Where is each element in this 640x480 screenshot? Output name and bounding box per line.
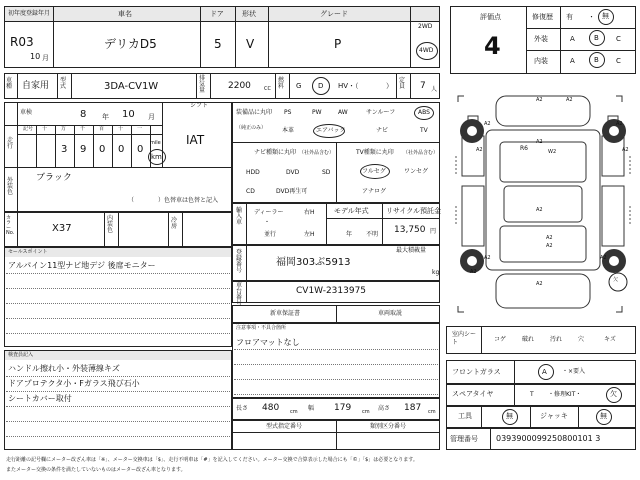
length-value: 480 xyxy=(262,403,280,413)
exterior-c: C xyxy=(616,35,621,43)
tv-type-label: TV種類に丸印 xyxy=(356,149,394,156)
navi-sd: SD xyxy=(322,169,331,176)
damage-mark: A2 xyxy=(470,269,477,275)
inspection-month: 10 xyxy=(122,109,135,120)
interior-b: B xyxy=(594,56,599,64)
footer-line-2: またメーター交換の条件を満たしていないものはメーター改ざん車となります。 xyxy=(6,467,186,473)
model-label: 型式 xyxy=(60,77,67,90)
import-label: 輸入車 xyxy=(236,207,243,226)
damage-mark: A2 xyxy=(484,121,491,127)
repair-no: 無 xyxy=(602,12,609,20)
damage-mark: A2 xyxy=(536,207,543,213)
repair-sep: ・ xyxy=(588,13,595,21)
tv-oneseg: ワンセグ xyxy=(404,168,429,175)
interior-a: A xyxy=(570,57,575,65)
drive-2wd: 2WD xyxy=(418,23,433,30)
grade-value: P xyxy=(334,37,342,51)
inspector-label: 検査員記入 xyxy=(8,352,34,358)
mileage-digit-header: 一 xyxy=(137,126,143,132)
sales-point-text: アルパイン11型ナビ地デジ 後席モニター xyxy=(8,261,156,270)
equipment-sub: （純正のみ） xyxy=(236,125,267,131)
reg-year: R03 xyxy=(10,35,34,49)
mileage-col-divider xyxy=(131,125,132,168)
tv-analog: アナログ xyxy=(362,188,387,195)
footer-line-1: 走行距離の記号欄にメーター改ざん車は「※」、メーター交換車は「$」、走行不明車は「#」を記入してください。メーター交換で合算表示した場合にも「©」「$」は必要となります。 xyxy=(6,457,418,463)
mileage-digit: 9 xyxy=(80,144,87,155)
damage-mark: A2 xyxy=(536,139,543,145)
seat-scorch: コゲ xyxy=(494,336,507,343)
recycle-label: リサイクル預託金 xyxy=(386,207,442,215)
jack-label: ジャッキ xyxy=(540,412,568,420)
reg-month: 10 xyxy=(30,52,41,61)
color-note-open: （ xyxy=(128,197,135,204)
exterior-b: B xyxy=(594,34,599,42)
class-number-label: 類別区分番号 xyxy=(370,423,407,430)
model-year-label: モデル年式 xyxy=(334,207,369,215)
score-value: 4 xyxy=(484,32,501,60)
import-dealer: ディーラー xyxy=(254,209,284,216)
equip-navi: ナビ xyxy=(376,127,389,134)
length-label: 長さ xyxy=(236,405,249,412)
mileage-digit: 0 xyxy=(99,144,106,155)
fuel-hv: HV・（ xyxy=(338,82,359,90)
management-label: 管理番号 xyxy=(450,435,478,443)
equip-pw: PW xyxy=(312,109,322,116)
model-year-unit: 年 xyxy=(346,231,353,238)
damage-mark: W2 xyxy=(548,149,557,155)
max-load-label: 最大積載量 xyxy=(396,247,427,254)
door-label: ドア xyxy=(210,10,224,18)
grade-label: グレード xyxy=(320,10,348,18)
mileage-col-divider xyxy=(74,125,75,168)
car-name-label: 車名 xyxy=(118,10,132,18)
inspector-line-1: ハンドル擦れ小・外装薄線キズ xyxy=(8,364,120,373)
navi-dvd-play: DVD再生可 xyxy=(276,188,308,195)
import-left-h: 左H xyxy=(304,231,315,238)
equip-sunroof: サンルーフ xyxy=(366,109,396,116)
equip-leather: 本革 xyxy=(282,127,295,134)
sales-point-label: セールスポイント xyxy=(8,249,48,255)
mileage-col-divider xyxy=(93,125,94,168)
reg-month-unit: 月 xyxy=(42,54,49,62)
damage-mark: A2 xyxy=(536,97,543,103)
inspection-year-unit: 年 xyxy=(102,113,109,121)
width-unit: cm xyxy=(362,409,370,415)
fuel-close: ） xyxy=(386,82,393,90)
seat-hole: 穴 xyxy=(578,336,585,343)
color-value: ブラック xyxy=(36,173,72,183)
caution-text: フロアマットなし xyxy=(236,338,300,347)
equip-abs: ABS xyxy=(418,109,430,116)
model-year-unknown: 不明 xyxy=(366,231,379,238)
inspection-year: 8 xyxy=(80,109,87,120)
caution-label: 注意事項・不具合箇所 xyxy=(236,325,287,331)
jack-value: 無 xyxy=(600,412,607,420)
inspector-line-2: ドアプロテクタ小・Fガラス飛び石小 xyxy=(8,379,140,388)
mileage-col-divider xyxy=(112,125,113,168)
inspector-line-3: シートカバー取付 xyxy=(8,394,72,403)
displacement-unit: CC xyxy=(264,86,271,92)
registration-label: 登録番号 xyxy=(236,249,243,274)
seat-dirt: 汚れ xyxy=(550,336,563,343)
capacity-value: 7 xyxy=(420,81,426,91)
use-value: 自家用 xyxy=(22,81,50,91)
equip-airbag: エアバック xyxy=(316,127,346,134)
equip-ps: PS xyxy=(284,109,292,116)
mileage-digit-header: 万 xyxy=(61,126,67,132)
chassis-label: 車台番号 xyxy=(236,282,243,307)
navi-type-label: ナビ種類に丸印 xyxy=(254,149,297,156)
damage-mark: A2 xyxy=(600,255,607,261)
length-unit: cm xyxy=(290,409,298,415)
mileage-digit-header: 記号 xyxy=(23,126,34,132)
spare-label: スペアタイヤ xyxy=(452,390,494,398)
max-load-unit: kg xyxy=(432,269,440,276)
tv-type-sub: （社外品含む） xyxy=(403,150,439,156)
damage-mark: A2 xyxy=(484,255,491,261)
score-label: 評価点 xyxy=(480,13,501,21)
exterior-a: A xyxy=(570,35,575,43)
mileage-digit-header: 十 xyxy=(118,126,124,132)
damage-mark: A2 xyxy=(536,281,543,287)
mileage-label: 走行 xyxy=(7,137,14,150)
vehicle-manual: 車両取説 xyxy=(378,310,403,317)
inspection-label: 車検 xyxy=(20,109,33,116)
registration-value: 福岡303ぶ5913 xyxy=(276,257,351,268)
navi-hdd: HDD xyxy=(246,169,260,176)
mileage-digit: 0 xyxy=(118,144,125,155)
management-value: 0393900099250800101 3 xyxy=(496,434,601,443)
spare-t: T xyxy=(530,391,534,398)
capacity-label: 定員 xyxy=(399,77,406,90)
damage-mark: A2 xyxy=(622,147,629,153)
seat-label: 室内シート xyxy=(452,331,477,346)
caution-block xyxy=(232,323,440,398)
capacity-unit: 人 xyxy=(431,86,438,93)
use-label: 車種 xyxy=(6,77,13,90)
cold-label: 冷房 xyxy=(171,217,178,230)
drive-4wd: 4WD xyxy=(419,47,434,54)
interior-label: 内装 xyxy=(534,57,548,65)
height-value: 187 xyxy=(404,403,422,413)
recycle-unit: 円 xyxy=(430,228,437,235)
color-label: 外装色 xyxy=(7,177,14,196)
door-count: 5 xyxy=(214,37,222,51)
repair-yes: 有 xyxy=(566,13,573,21)
mileage-km-circle xyxy=(148,149,166,165)
spare-missing: 欠 xyxy=(610,390,617,398)
glass-x: ・×要入 xyxy=(562,368,586,375)
displacement-label: 排気量 xyxy=(199,75,206,94)
model-value: 3DA-CV1W xyxy=(104,81,159,92)
damage-mark: A2 xyxy=(616,121,623,127)
width-label: 幅 xyxy=(308,405,315,412)
glass-a: A xyxy=(542,368,547,376)
car-name: デリカD5 xyxy=(104,37,157,51)
mileage-digit-header: 千 xyxy=(80,126,86,132)
seat-scratch: キズ xyxy=(604,336,616,343)
color-no-value: X37 xyxy=(52,223,72,234)
mileage-unit-km: km xyxy=(151,153,162,161)
shift-value: IAT xyxy=(186,133,205,147)
recycle-value: 13,750 xyxy=(394,225,426,235)
damage-mark: A2 xyxy=(566,97,573,103)
tv-fullseg: フルセグ xyxy=(362,168,386,175)
damage-note: R6 xyxy=(520,145,528,152)
damage-mark: A2 xyxy=(546,235,553,241)
equipment-label: 装備品に丸印 xyxy=(236,109,273,116)
mileage-unit-mile: mile xyxy=(150,140,161,146)
exterior-label: 外装 xyxy=(534,35,548,43)
equip-aw: AW xyxy=(338,109,348,116)
new-warranty: 新車保証書 xyxy=(270,310,301,317)
chassis-value: CV1W-2313975 xyxy=(296,286,367,296)
shift-label: シフト xyxy=(190,102,209,109)
navi-cd: CD xyxy=(246,188,255,195)
height-label: 高さ xyxy=(378,405,391,412)
displacement-value: 2200 xyxy=(228,81,251,91)
fuel-label: 燃料 xyxy=(278,77,285,90)
tool-value: 無 xyxy=(506,412,513,420)
reg-date-label: 初年度登録年月 xyxy=(8,10,51,17)
spare-kit: ・修理KIT・ xyxy=(548,391,582,398)
equip-tv: TV xyxy=(420,127,428,134)
import-dot: ・ xyxy=(264,219,271,226)
navi-dvd: DVD xyxy=(286,169,300,176)
mileage-digit-header: 百 xyxy=(99,126,105,132)
color-no-label: カラーNo. xyxy=(6,215,15,236)
glass-label: フロントガラス xyxy=(452,368,501,376)
mileage-col-divider xyxy=(36,125,37,168)
mileage-digit: 0 xyxy=(137,144,144,155)
import-right-h: 右H xyxy=(304,209,315,216)
width-value: 179 xyxy=(334,403,352,413)
height-unit: cm xyxy=(428,409,436,415)
import-parallel: 並行 xyxy=(264,231,277,238)
repair-label: 修復歴 xyxy=(532,13,553,21)
mileage-col-divider xyxy=(55,125,56,168)
fuel-g: G xyxy=(296,82,302,90)
car-damage-diagram xyxy=(448,86,638,322)
fuel-d: D xyxy=(318,82,324,90)
tool-label: 工具 xyxy=(458,412,472,420)
type-number-label: 型式指定番号 xyxy=(266,423,303,430)
interior-color-label: 内装色 xyxy=(107,215,114,234)
shape-label: 形状 xyxy=(242,10,256,18)
color-note: ）色替車は色替と記入 xyxy=(158,197,219,204)
mileage-digit-header: 十 xyxy=(42,126,48,132)
damage-mark: A2 xyxy=(546,243,553,249)
body-shape: V xyxy=(246,37,255,51)
navi-type-sub: （社外品含む） xyxy=(299,150,335,156)
interior-c: C xyxy=(616,57,621,65)
inspection-month-unit: 月 xyxy=(148,113,155,121)
damage-mark: A2 xyxy=(476,147,483,153)
mileage-digit: 3 xyxy=(61,144,68,155)
use-row xyxy=(4,73,440,99)
damage-mark: 欠 xyxy=(613,277,619,283)
seat-tear: 破れ xyxy=(522,336,535,343)
